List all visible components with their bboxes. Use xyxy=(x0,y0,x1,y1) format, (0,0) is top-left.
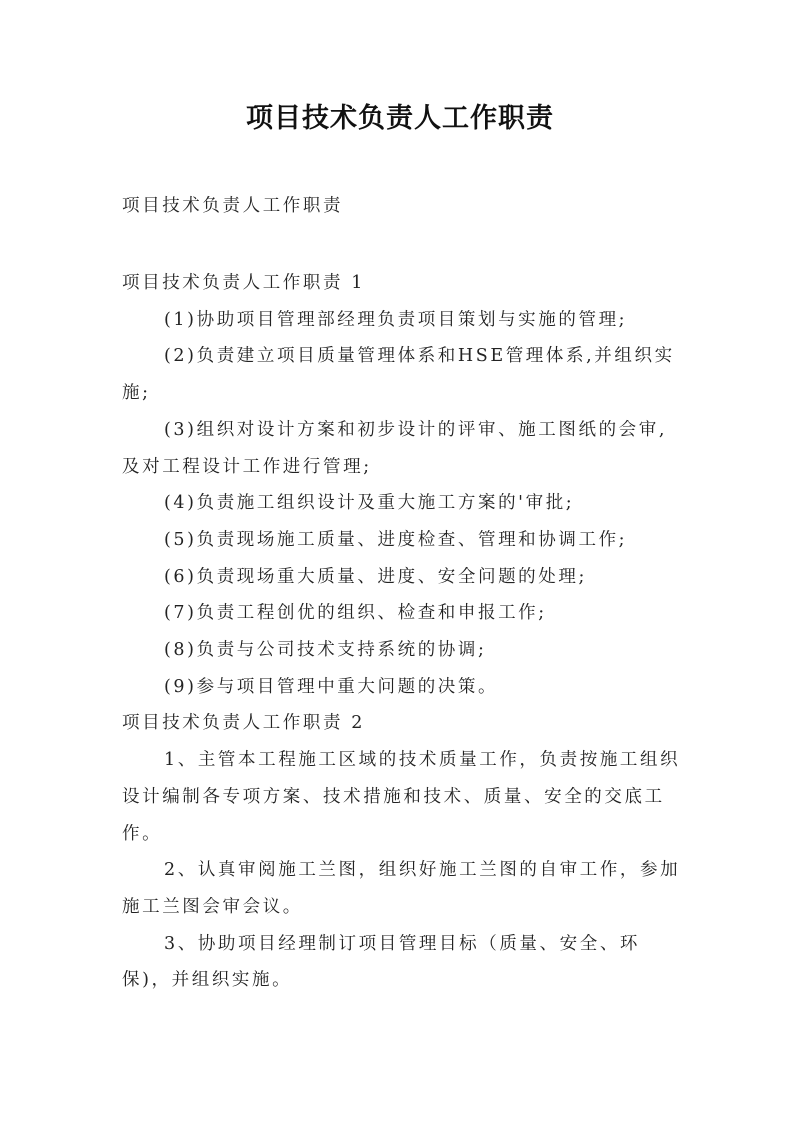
section-1-item-6: (6)负责现场重大质量、进度、安全问题的处理; xyxy=(164,566,587,587)
section-1-item-4: (4)负责施工组织设计及重大施工方案的'审批; xyxy=(164,493,575,514)
section-2-item-2: 2、认真审阅施工兰图，组织好施工兰图的自审工作，参加施工兰图会审会议。 xyxy=(122,860,681,917)
document-subtitle: 项目技术负责人工作职责 xyxy=(122,196,344,216)
section-1-item-2: (2)负责建立项目质量管理体系和HSE管理体系,并组织实施; xyxy=(122,346,675,404)
section-1-heading: 项目技术负责人工作职责 1 xyxy=(122,273,365,293)
document-title: 项目技术负责人工作职责 xyxy=(246,103,554,134)
section-1-item-8: (8)负责与公司技术支持系统的协调; xyxy=(164,640,487,661)
section-1-item-3: (3)组织对设计方案和初步设计的评审、施工图纸的会审,及对工程设计工作进行管理; xyxy=(122,419,668,477)
section-1-item-1: (1)协助项目管理部经理负责项目策划与实施的管理; xyxy=(164,309,628,330)
section-2-heading: 项目技术负责人工作职责 2 xyxy=(122,713,365,734)
document-body xyxy=(122,265,682,999)
section-2-item-3: 3、协助项目经理制订项目管理目标（质量、安全、环保)，并组织实施。 xyxy=(122,933,641,991)
section-1-item-7: (7)负责工程创优的组织、检查和申报工作; xyxy=(164,603,547,624)
section-2-item-1: 1、主管本工程施工区域的技术质量工作，负责按施工组织设计编制各专项方案、技术措施和技术、质量、安全的交底工作。 xyxy=(122,750,681,844)
section-1-item-5: (5)负责现场施工质量、进度检查、管理和协调工作; xyxy=(164,529,628,550)
section-1-item-9: (9)参与项目管理中重大问题的决策。 xyxy=(164,676,499,697)
